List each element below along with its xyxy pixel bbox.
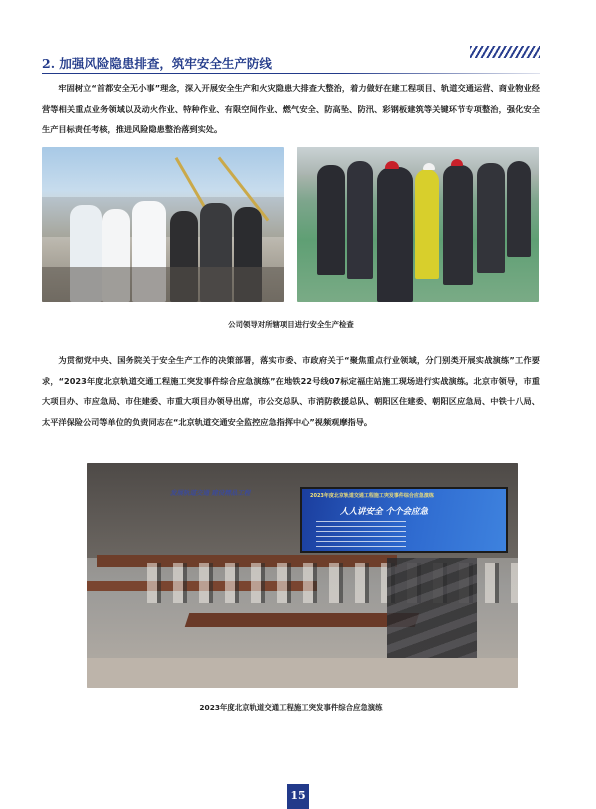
photo-person xyxy=(443,165,473,285)
photo-hard-hat xyxy=(423,163,435,170)
photo-desk-row xyxy=(185,613,420,627)
photo-caption-drill: 2023年度北京轨道交通工程施工突发事件综合应急演练 xyxy=(199,703,383,712)
photo-site-walk xyxy=(297,147,539,302)
photo-person xyxy=(477,163,505,273)
photo-rooftop-inspection xyxy=(42,147,284,302)
photo-caption-inspection: 公司领导对所辖项目进行安全生产检查 xyxy=(228,320,354,329)
photo-floor xyxy=(87,658,518,688)
photo-display-screen xyxy=(300,487,508,553)
paragraph-risk-inspection: 牢固树立“首都安全无小事”理念，深入开展安全生产和火灾隐患大排查大整治，着力做好在建工程项目、轨道交通运营、商业物业经营等相关重点业务领域以及动火作业、特种作业、有限空间作业、燃气安全、防高坠、防汛、彩钢板建筑等关键环节专项整治，强化安全生产目标责任考核，推进风险隐患整治落到实处。 xyxy=(42,83,540,134)
screen-text-lines xyxy=(316,521,406,547)
photo-hard-hat xyxy=(385,161,399,169)
photo-person xyxy=(507,161,531,257)
paragraph-emergency-drill: 为贯彻党中央、国务院关于安全生产工作的决策部署，落实市委、市政府关于“聚焦重点行业领域，分门别类开展实战演练”工作要求，“2023年度北京轨道交通工程施工突发事件综合应急演练”在地铁22号线07标定福庄站施工现场进行实战演练。北京市领导，市重大项目办、市应急局、市住建委、市重大项目办领导出席，市公交总队、市消防救援总队、朝阳区住建委、朝阳区应急局、中铁十八局、太平洋保险公司等单位的负责同志在“北京轨道交通安全监控应急指挥中心”视频观摩指导。 xyxy=(42,355,540,427)
page-number: 15 xyxy=(287,784,309,809)
photo-rooftop-floor xyxy=(42,267,284,302)
wall-motto: 发展轨道交通 建设精品工程 xyxy=(170,489,251,497)
photo-person xyxy=(317,165,345,275)
heading-divider xyxy=(42,73,540,74)
photo-person-vest xyxy=(415,169,439,279)
photo-hard-hat xyxy=(451,159,463,166)
photo-person xyxy=(347,161,373,279)
screen-slogan: 人人讲安全 个个会应急 xyxy=(340,507,428,517)
screen-title: 2023年度北京轨道交通工程施工突发事件综合应急演练 xyxy=(310,493,434,499)
section-heading: 2. 加强风险隐患排查，筑牢安全生产防线 xyxy=(42,56,272,71)
photo-person xyxy=(377,167,413,302)
